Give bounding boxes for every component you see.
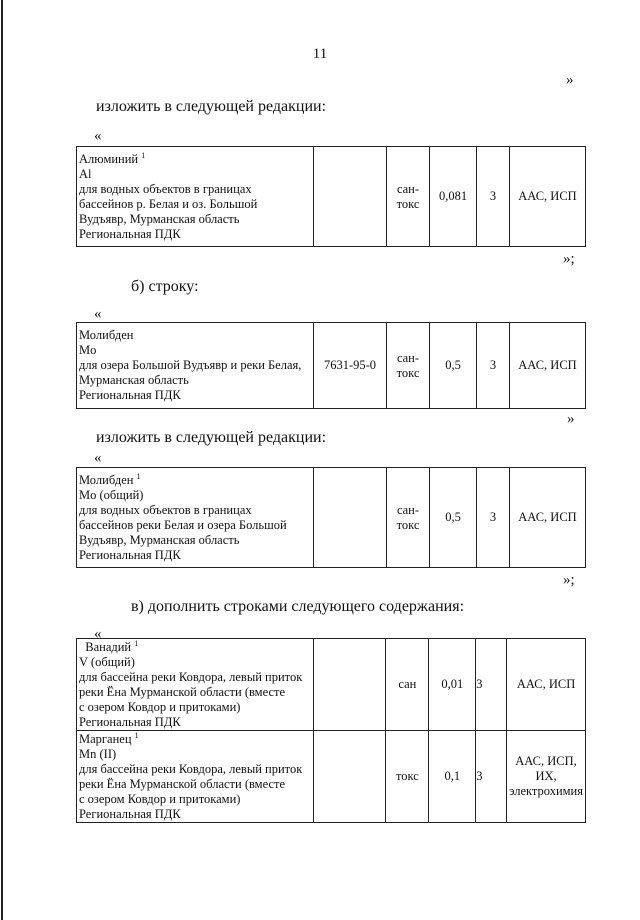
scan-edge [1,0,3,920]
hazard-class-cell: 3 [477,468,510,568]
table-row [77,468,586,568]
heading-append-rows: в) дополнить строками следующего содержания: [131,598,465,615]
substance-cell: Алюминий $^1$ Al для водных объектов в границах бассейнов р. Белая и оз. Большой Вудъявр, Мурманская область Региональная ПДК [77,147,314,247]
method-cell: ААС, ИСП [510,468,586,568]
table-row [77,147,586,247]
method-cell: ААС, ИСП, ИХ, электрохимия [507,731,586,823]
lpv-cell: сан- токс [387,468,430,568]
cas-cell: 7631-95-0 [314,323,387,409]
opening-quote-4: « [94,626,102,642]
hazard-class-cell: 3 [476,731,507,823]
substance-cell: Молибден Mo для озера Большой Вудъявр и реки Белая, Мурманская область Региональная ПДК [77,323,314,409]
method-cell: ААС, ИСП [510,147,586,247]
substance-cell: Ванадий $^1$ V (общий) для бассейна реки Ковдора, левый приток реки Ёна Мурманской области (вместе с озером Ковдор и притоками) Региональная ПДК [77,639,314,731]
pdk-cell: 0,081 [430,147,477,247]
substance-cell: Молибден $^1$ Mo (общий) для водных объектов в границах бассейнов реки Белая и озера Большой Вудъявр, Мурманская область Региональная ПДК [77,468,314,568]
substance-cell: Марганец $^1$ Mn (II) для бассейна реки Ковдора, левый приток реки Ёна Мурманской области (вместе с озером Ковдор и притоками) Региональная ПДК [77,731,314,823]
cas-cell [313,639,386,731]
opening-quote-1: « [94,128,102,144]
lpv-cell: сан- токс [387,323,430,409]
heading-new-edition-2: изложить в следующей редакции: [96,429,327,446]
lpv-cell: сан- токс [387,147,430,247]
closing-quote-3: »; [563,572,575,588]
hazard-class-cell: 3 [477,147,510,247]
cas-cell [313,731,386,823]
closing-quote-top: » [566,72,574,88]
table-aluminium [76,146,586,247]
method-cell: ААС, ИСП [510,323,586,409]
hazard-class-cell: 3 [477,323,510,409]
pdk-cell: 0,1 [429,731,476,823]
table-row [77,639,586,731]
cas-cell [314,468,387,568]
opening-quote-3: « [94,450,102,466]
table-molybdenum-old [76,322,586,409]
pdk-cell: 0,5 [430,323,477,409]
closing-quote-2: » [567,411,575,427]
page-number: 11 [312,46,328,62]
table-row [77,731,586,823]
cas-cell [314,147,387,247]
table-molybdenum-new [76,467,586,568]
hazard-class-cell: 3 [476,639,507,731]
pdk-cell: 0,5 [430,468,477,568]
table-new-rows [76,638,586,823]
lpv-cell: сан [386,639,429,731]
table-row [77,323,586,409]
pdk-cell: 0,01 [429,639,476,731]
lpv-cell: токс [386,731,429,823]
heading-new-edition-1: изложить в следующей редакции: [96,98,327,115]
opening-quote-2: « [94,306,102,322]
method-cell: ААС, ИСП [507,639,586,731]
closing-quote-1: »; [563,251,575,267]
heading-row-b: б) строку: [131,278,199,295]
